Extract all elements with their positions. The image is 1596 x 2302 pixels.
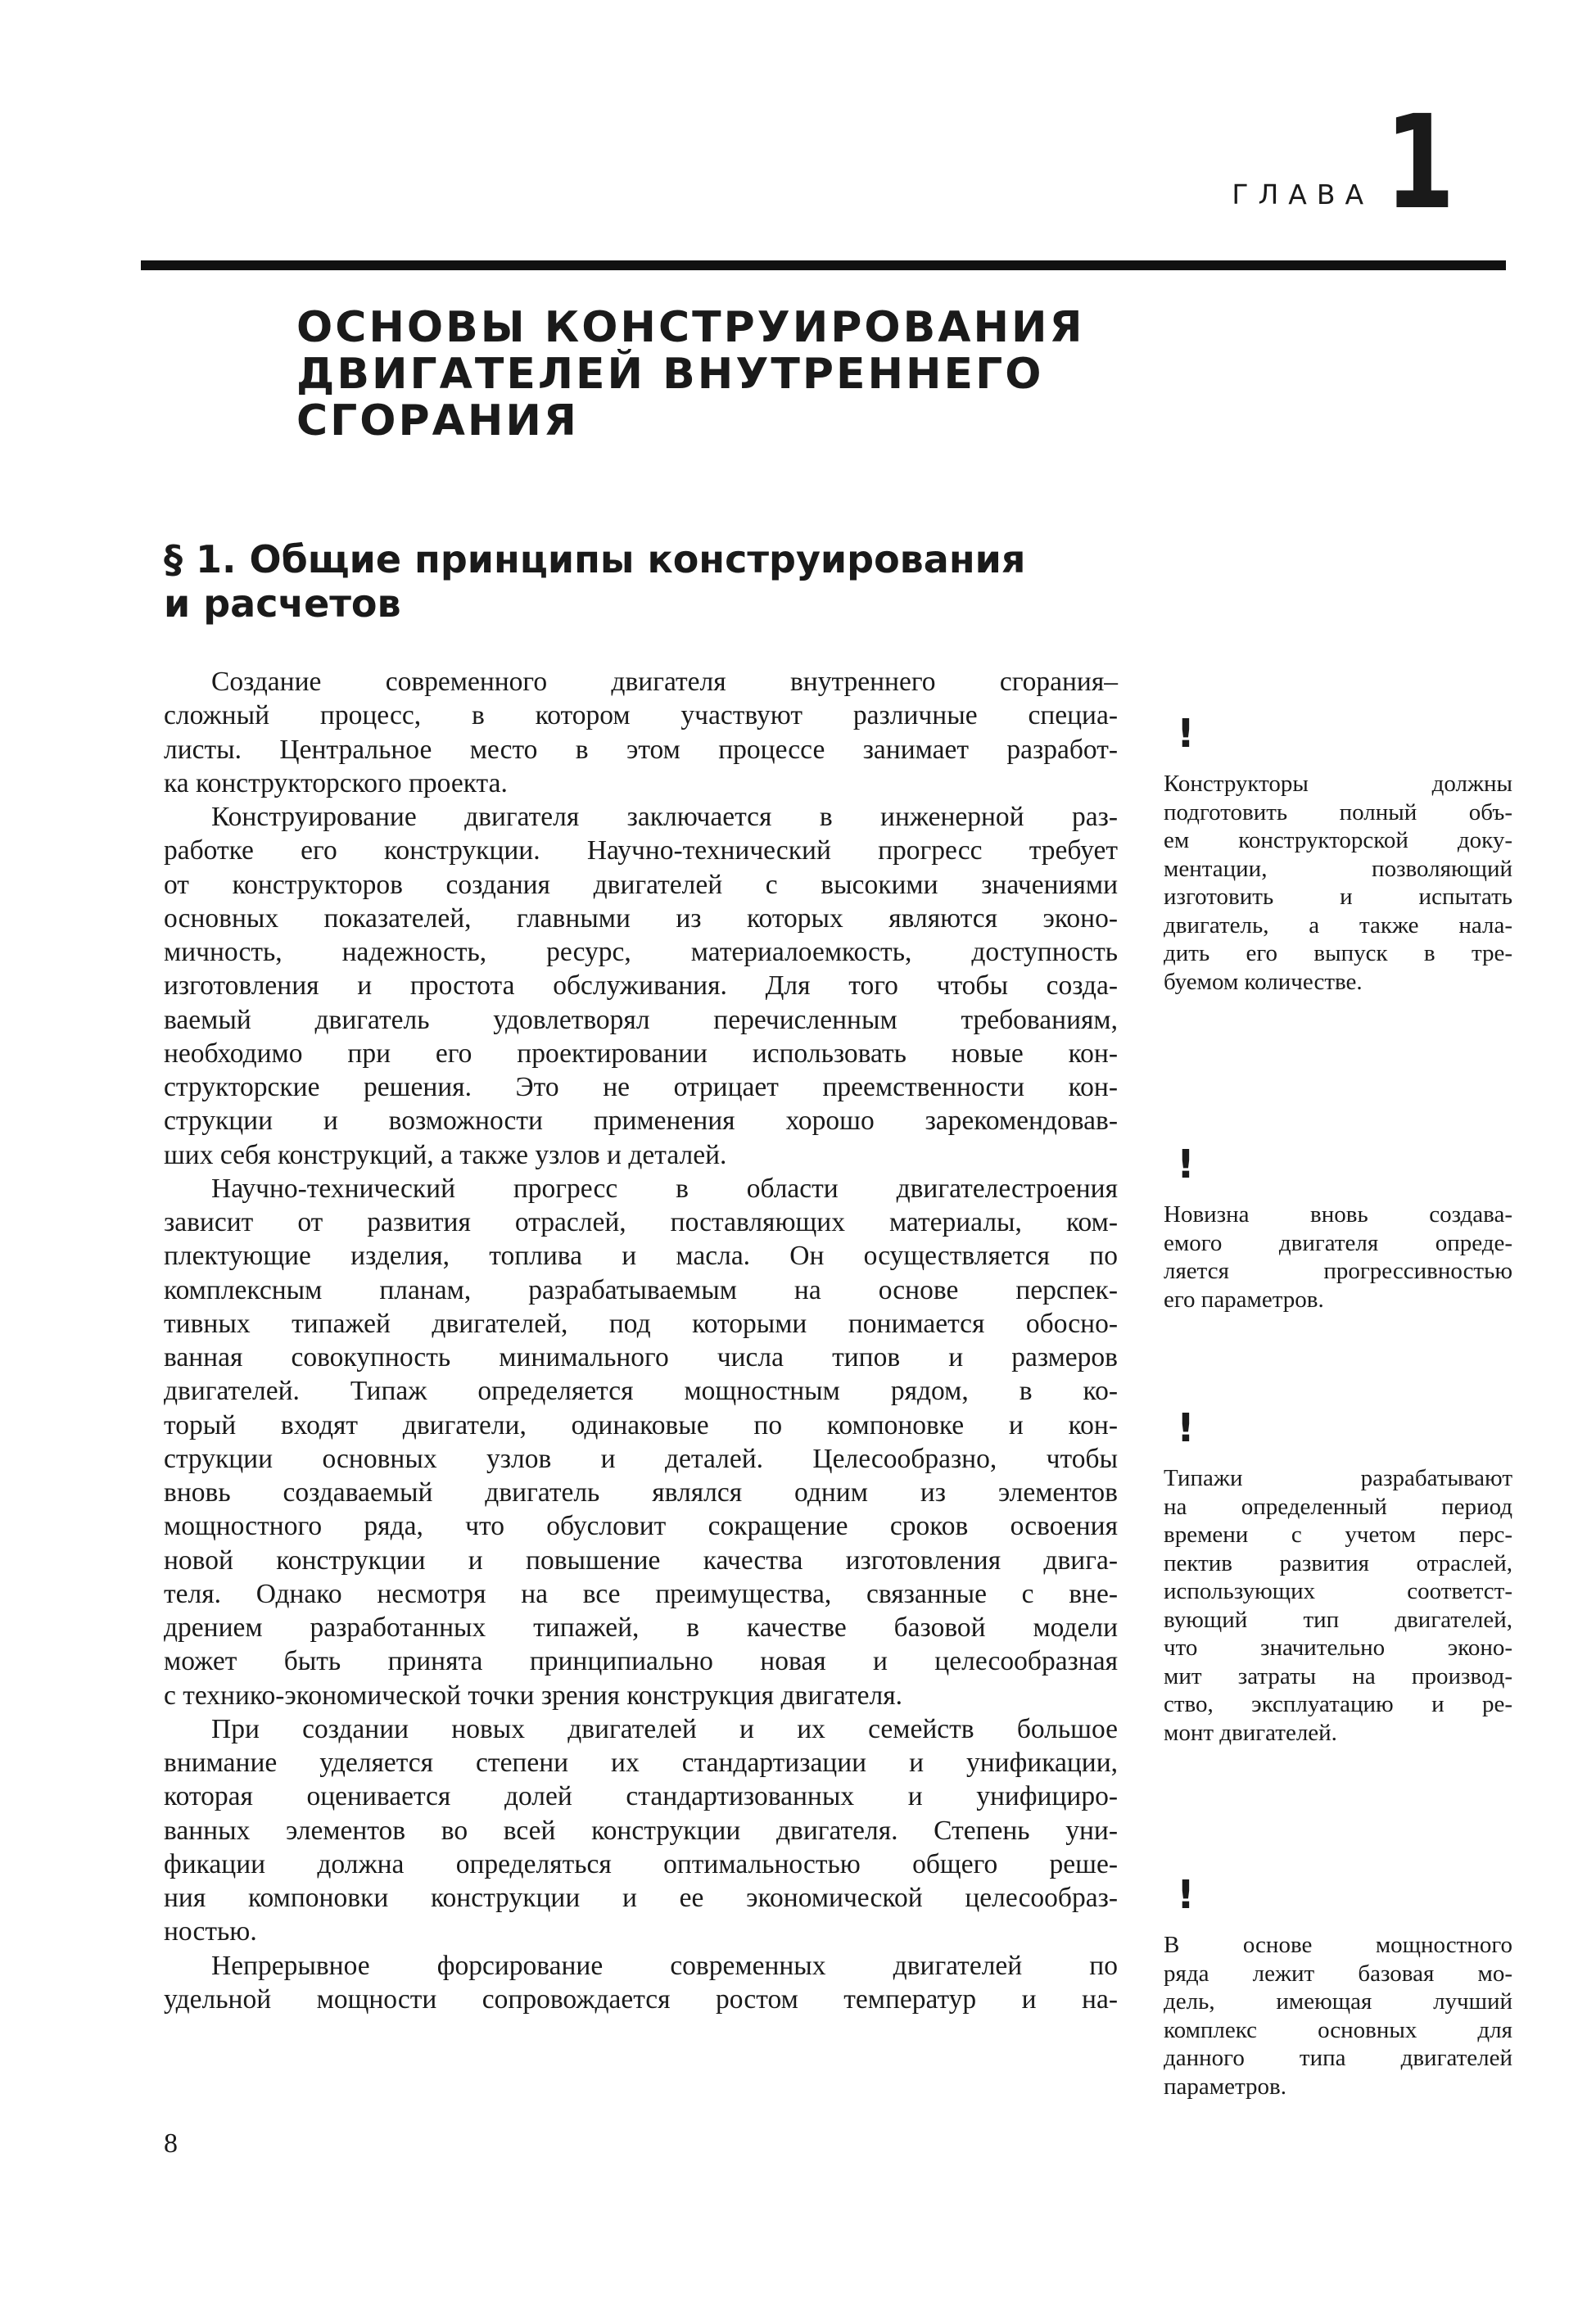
text-line: которая оценивается долей стандартизованных и унифициро- bbox=[164, 1781, 1118, 1812]
note-line: на определенный период bbox=[1164, 1493, 1512, 1520]
note-line: мит затраты на производ- bbox=[1164, 1662, 1512, 1689]
note-line: времени с учетом перс- bbox=[1164, 1522, 1512, 1548]
text-line: от конструкторов создания двигателей с высокими значениями bbox=[164, 869, 1118, 900]
text-line: ванная совокупность минимального числа типов и размеров bbox=[164, 1342, 1118, 1373]
section-title-line: и расчетов bbox=[164, 581, 401, 626]
note-line: данного типа двигателей bbox=[1164, 2045, 1512, 2071]
margin-note bbox=[1164, 1142, 1512, 1314]
text-line: необходимо при его проектировании использовать новые кон- bbox=[164, 1038, 1118, 1069]
text-line: фикации должна определяться оптимальностью общего реше- bbox=[164, 1848, 1118, 1879]
note-line: ем конструкторской доку- bbox=[1164, 827, 1512, 853]
margin-note bbox=[1164, 1405, 1512, 1747]
margin-note bbox=[1164, 711, 1512, 996]
text-line: тивных типажей двигателей, под которыми понимается обосно- bbox=[164, 1308, 1118, 1339]
chapter-title-line: ДВИГАТЕЛЕЙ ВНУТРЕННЕГО bbox=[296, 350, 1044, 399]
note-line: двигатель, а также нала- bbox=[1164, 911, 1512, 938]
text-line: удельной мощности сопровождается ростом температур и на- bbox=[164, 1983, 1118, 2015]
note-line: ство, эксплуатацию и ре- bbox=[1164, 1691, 1512, 1717]
note-line: пектив развития отраслей, bbox=[1164, 1549, 1512, 1576]
text-line: ния компоновки конструкции и ее экономической целесообраз- bbox=[164, 1883, 1118, 1913]
note-line: буемом количестве. bbox=[1164, 968, 1363, 995]
note-line: ментации, позволяющий bbox=[1164, 855, 1512, 882]
paragraph bbox=[164, 800, 1118, 1172]
text-line: комплексным планам, разрабатываемым на основе перспек- bbox=[164, 1274, 1118, 1305]
text-line: сложный процесс, в котором участвуют различные специа- bbox=[164, 700, 1118, 731]
header-rule bbox=[141, 260, 1506, 270]
exclamation-icon: ! bbox=[1177, 1405, 1195, 1451]
note-line: дель, имеющая лучший bbox=[1164, 1988, 1512, 2015]
note-line: ряда лежит базовая мо- bbox=[1164, 1960, 1512, 1987]
chapter-title bbox=[296, 305, 1197, 445]
chapter-header bbox=[1232, 88, 1475, 239]
text-line: вновь создаваемый двигатель являлся одним из элементов bbox=[164, 1477, 1118, 1508]
note-line: Конструкторы должны bbox=[1164, 771, 1512, 797]
text-line: Научно-технический прогресс в области двигателестроения bbox=[211, 1173, 1118, 1204]
exclamation-icon: ! bbox=[1177, 1142, 1195, 1187]
main-text bbox=[164, 665, 1118, 2016]
text-line: ваемый двигатель удовлетворял перечисленным требованиям, bbox=[164, 1004, 1118, 1035]
text-line: струкции основных узлов и деталей. Целесообразно, чтобы bbox=[164, 1443, 1118, 1474]
text-line: плектующие изделия, топлива и масла. Он осуществляется по bbox=[164, 1241, 1118, 1272]
text-line: работке его конструкции. Научно-технический прогресс требует bbox=[164, 835, 1118, 866]
text-line: ванных элементов во всей конструкции двигателя. Степень уни- bbox=[164, 1815, 1118, 1846]
text-line: теля. Однако несмотря на все преимущества, связанные с вне- bbox=[164, 1578, 1118, 1609]
text-line: ка конструкторского проекта. bbox=[164, 767, 508, 798]
text-line: двигателей. Типаж определяется мощностным рядом, в ко- bbox=[164, 1376, 1118, 1407]
chapter-title-line: ОСНОВЫ КОНСТРУИРОВАНИЯ bbox=[296, 303, 1085, 352]
exclamation-icon: ! bbox=[1177, 1872, 1195, 1918]
note-line: изготовить и испытать bbox=[1164, 884, 1512, 910]
text-line: мичность, надежность, ресурс, материалоемкость, доступность bbox=[164, 937, 1118, 967]
text-line: новой конструкции и повышение качества изготовления двига- bbox=[164, 1544, 1118, 1576]
note-line: подготовить полный объ- bbox=[1164, 798, 1512, 825]
note-line: использующих соответст- bbox=[1164, 1578, 1512, 1604]
text-line: дрением разработанных типажей, в качестве базовой модели bbox=[164, 1612, 1118, 1643]
note-line: Типажи разрабатывают bbox=[1164, 1465, 1512, 1491]
text-line: основных показателей, главными из которых являются эконо- bbox=[164, 902, 1118, 934]
note-line: В основе мощностного bbox=[1164, 1932, 1512, 1958]
note-line: комплекс основных для bbox=[1164, 2016, 1512, 2043]
note-line: его параметров. bbox=[1164, 1286, 1324, 1313]
text-line: Конструирование двигателя заключается в инженерной раз- bbox=[211, 802, 1118, 832]
chapter-title-line: СГОРАНИЯ bbox=[296, 396, 579, 445]
chapter-label: ГЛАВА bbox=[1232, 179, 1374, 210]
note-line: монт двигателей. bbox=[1164, 1719, 1337, 1746]
paragraph bbox=[164, 1172, 1118, 1712]
text-line: Создание современного двигателя внутреннего сгорания– bbox=[211, 667, 1118, 697]
section-title-line: § 1. Общие принципы конструирования bbox=[164, 537, 1026, 581]
note-line: емого двигателя опреде- bbox=[1164, 1229, 1512, 1256]
text-line: с технико-экономической точки зрения конструкция двигателя. bbox=[164, 1680, 902, 1711]
note-line: параметров. bbox=[1164, 2073, 1286, 2100]
note-line: что значительно эконо- bbox=[1164, 1635, 1512, 1661]
text-line: структорские решения. Это не отрицает преемственности кон- bbox=[164, 1072, 1118, 1102]
note-line: дить его выпуск в тре- bbox=[1164, 940, 1512, 966]
page-number: 8 bbox=[164, 2128, 178, 2159]
paragraph bbox=[164, 1712, 1118, 1949]
text-line: При создании новых двигателей и их семейств большое bbox=[211, 1713, 1118, 1744]
text-line: зависит от развития отраслей, поставляющих материалы, ком- bbox=[164, 1207, 1118, 1237]
text-line: торый входят двигатели, одинаковые по компоновке и кон- bbox=[164, 1409, 1118, 1440]
exclamation-icon: ! bbox=[1177, 711, 1195, 757]
text-line: внимание уделяется степени их стандартизации и унификации, bbox=[164, 1748, 1118, 1778]
paragraph bbox=[164, 665, 1118, 800]
text-line: может быть принята принципиально новая и целесообразная bbox=[164, 1646, 1118, 1677]
text-line: мощностного ряда, что обусловит сокращение сроков освоения bbox=[164, 1511, 1118, 1542]
paragraph bbox=[164, 1949, 1118, 2017]
note-line: вующий тип двигателей, bbox=[1164, 1606, 1512, 1633]
text-line: листы. Центральное место в этом процессе занимает разработ- bbox=[164, 734, 1118, 765]
section-title bbox=[164, 537, 1146, 626]
text-line: Непрерывное форсирование современных двигателей по bbox=[211, 1950, 1118, 1981]
margin-note bbox=[1164, 1872, 1512, 2101]
note-line: Новизна вновь создава- bbox=[1164, 1201, 1512, 1228]
text-line: ших себя конструкций, а также узлов и деталей. bbox=[164, 1139, 727, 1170]
text-line: изготовления и простота обслуживания. Для того чтобы созда- bbox=[164, 970, 1118, 1002]
chapter-number: 1 bbox=[1385, 88, 1455, 239]
text-line: ностью. bbox=[164, 1916, 257, 1947]
text-line: струкции и возможности применения хорошо зарекомендовав- bbox=[164, 1106, 1118, 1137]
note-line: ляется прогрессивностью bbox=[1164, 1258, 1512, 1284]
